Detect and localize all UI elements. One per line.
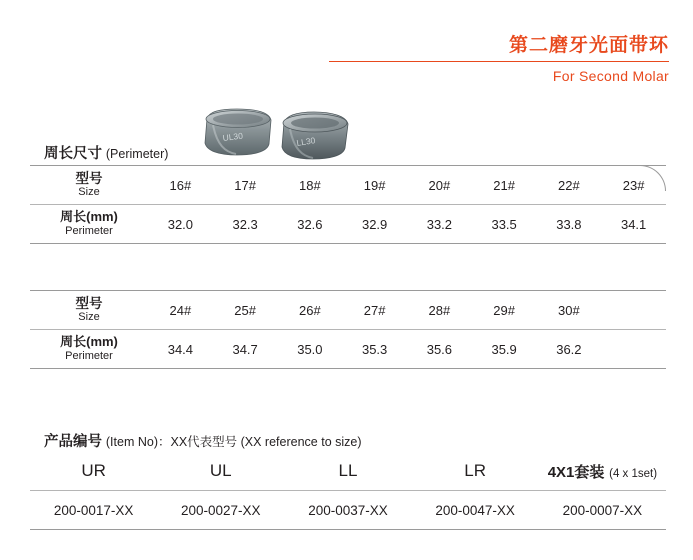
cell-size-empty (601, 291, 666, 330)
row-label-perimeter-cn: 周长(mm) (60, 209, 118, 225)
cell-size: 25# (213, 291, 278, 330)
cell-size: 17# (213, 166, 278, 205)
perimeter-title-en: (Perimeter) (105, 147, 169, 161)
cell-size: 19# (342, 166, 407, 205)
row-label-perimeter-en: Perimeter (65, 225, 113, 238)
perimeter-title-cn: 周长尺寸 (44, 146, 102, 162)
cell-perimeter: 35.6 (407, 330, 472, 369)
page-title-cn: 第二磨牙光面带环 (329, 34, 669, 62)
perimeter-table-1 (30, 165, 666, 244)
table-row (30, 452, 666, 491)
cell-size: 26# (278, 291, 343, 330)
cell-size: 16# (148, 166, 213, 205)
cell-size: 21# (472, 166, 537, 205)
row-label-size-en: Size (78, 311, 100, 324)
table-row (30, 205, 666, 244)
cell-perimeter: 34.1 (601, 205, 666, 244)
cell-size: 22# (537, 166, 602, 205)
perimeter-section-title (44, 142, 168, 163)
cell-perimeter: 32.0 (148, 205, 213, 244)
item-head-ul: UL (157, 452, 284, 491)
cell-perimeter: 35.3 (342, 330, 407, 369)
item-value-lr: 200-0047-XX (412, 491, 539, 530)
product-illustration (195, 105, 365, 165)
page-header (329, 34, 669, 84)
item-value-ll: 200-0037-XX (284, 491, 411, 530)
table-row (30, 291, 666, 330)
cell-perimeter: 33.8 (537, 205, 602, 244)
band-right-label: LL30 (295, 135, 317, 148)
page-title-en: For Second Molar (552, 68, 669, 84)
row-label-size-cn: 型号 (75, 170, 103, 186)
cell-perimeter: 34.4 (148, 330, 213, 369)
perimeter-table-2 (30, 290, 666, 369)
cell-perimeter: 32.9 (342, 205, 407, 244)
cell-size: 27# (342, 291, 407, 330)
cell-perimeter: 35.9 (472, 330, 537, 369)
cell-size: 20# (407, 166, 472, 205)
item-number-table (30, 452, 666, 530)
band-lower-left (282, 112, 348, 159)
item-head-ll: LL (284, 452, 411, 491)
item-head-lr: LR (412, 452, 539, 491)
cell-perimeter: 36.2 (537, 330, 602, 369)
band-left-label: UL30 (222, 130, 244, 143)
item-title-cn: 产品编号 (44, 434, 102, 450)
row-label-size-cn: 型号 (75, 295, 103, 311)
item-head-set (539, 452, 666, 491)
table-row (30, 166, 666, 205)
table-row (30, 330, 666, 369)
item-section-title (44, 430, 362, 451)
item-head-set-cn: 4X1套装 (547, 463, 605, 481)
row-label-perimeter-cn: 周长(mm) (60, 334, 118, 350)
cell-perimeter: 35.0 (278, 330, 343, 369)
row-label-size (30, 291, 148, 330)
item-value-ur: 200-0017-XX (30, 491, 157, 530)
row-label-perimeter (30, 330, 148, 369)
cell-perimeter: 32.6 (278, 205, 343, 244)
cell-size: 24# (148, 291, 213, 330)
cell-perimeter: 32.3 (213, 205, 278, 244)
cell-size: 29# (472, 291, 537, 330)
cell-size: 28# (407, 291, 472, 330)
band-upper-left (205, 109, 271, 155)
cell-perimeter: 34.7 (213, 330, 278, 369)
item-head-set-en: (4 x 1set) (609, 467, 658, 480)
cell-perimeter-empty (601, 330, 666, 369)
row-label-perimeter (30, 205, 148, 244)
row-label-size-en: Size (78, 186, 100, 199)
cell-size: 23# (601, 166, 666, 205)
row-label-size (30, 166, 148, 205)
item-head-ur: UR (30, 452, 157, 491)
cell-perimeter: 33.2 (407, 205, 472, 244)
item-value-set: 200-0007-XX (539, 491, 666, 530)
table-row (30, 491, 666, 530)
cell-size: 18# (278, 166, 343, 205)
row-label-perimeter-en: Perimeter (65, 350, 113, 363)
item-title-en: (Item No)：XX代表型号 (XX reference to size) (105, 435, 362, 449)
cell-perimeter: 33.5 (472, 205, 537, 244)
item-value-ul: 200-0027-XX (157, 491, 284, 530)
cell-size: 30# (537, 291, 602, 330)
